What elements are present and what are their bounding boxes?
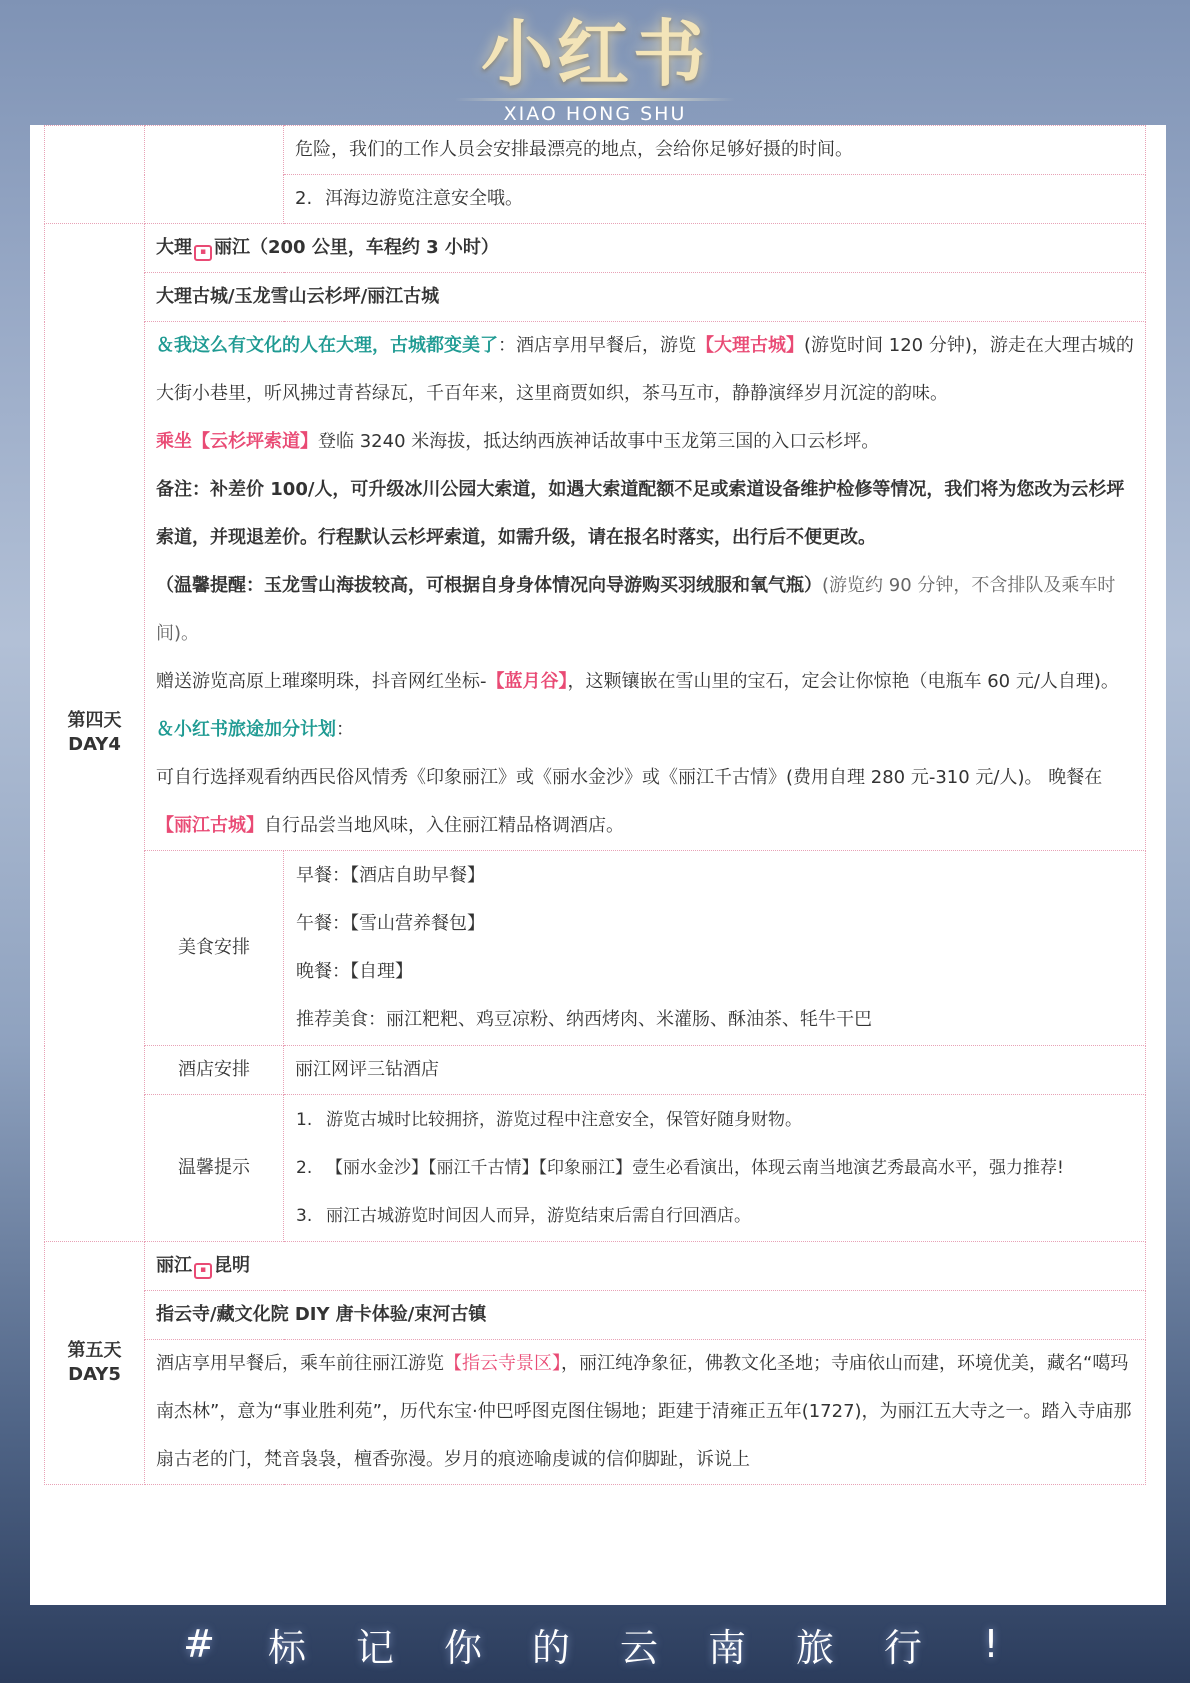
day5-route: 丽江 ▪ 昆明 (145, 1242, 1146, 1291)
day4-paragraph-old-town: ＆我这么有文化的人在大理，古城都变美了：酒店享用早餐后，游览【大理古城】(游览时间 120 分钟)，游走在大理古城的大街小巷里，听风拂过青苔绿瓦，千百年来，这里商贾如织，茶马互市，静静演绎岁月沉淀的韵味。 (156, 335, 1134, 404)
slogan-char: ! (983, 1622, 999, 1666)
day4-paragraph-reminder: （温馨提醒：玉龙雪山海拔较高，可根据自身身体情况向导游购买羽绒服和氧气瓶）(游览约 90 分钟，不含排队及乘车时间)。 (156, 575, 1116, 644)
slogan-char: 你 (443, 1625, 482, 1670)
day3-tip-continued: 危险，我们的工作人员会安排最漂亮的地点，会给你足够好摄的时间。 (284, 126, 1146, 175)
slogan-char: 南 (707, 1625, 746, 1670)
bus-icon: ▪ (194, 245, 212, 261)
day4-paragraph-note: 备注：补差价 100/人，可升级冰川公园大索道，如遇大索道配额不足或索道设备维护检修等情况，我们将为您改为云杉坪索道，并现退差价。行程默认云杉坪索道，如需升级，请在报名时落实，出行后不便更改。 (156, 479, 1125, 548)
day4-label-en: DAY4 (68, 733, 121, 755)
slogan-char: 云 (619, 1625, 658, 1670)
day5-label-cell (45, 1242, 145, 1485)
slogan-char: 标 (267, 1625, 306, 1670)
day3-tip-2: 2. 洱海边游览注意安全哦。 (284, 175, 1146, 224)
day5-description (145, 1340, 1146, 1485)
food-item: 推荐美食：丽江粑粑、鸡豆凉粉、纳西烤肉、米灌肠、酥油茶、牦牛干巴 (296, 1009, 872, 1030)
slogan-char: 旅 (795, 1625, 834, 1670)
header (0, 0, 1190, 125)
day3-day-cell (45, 126, 145, 224)
slogan-char: 记 (355, 1625, 394, 1670)
day4-paragraph-cableway: 乘坐【云杉坪索道】登临 3240 米海拔，抵达纳西族神话故事中玉龙第三国的入口云杉坪。 (156, 431, 880, 452)
day4-paragraph-bonus-title: ＆小红书旅途加分计划： (156, 719, 354, 740)
day4-paragraph-blue-moon-valley: 赠送游览高原上璀璨明珠，抖音网红坐标-【蓝月谷】，这颗镶嵌在雪山里的宝石，定会让你惊艳（电瓶车 60 元/人自理)。 (156, 671, 1119, 692)
day4-route: 大理 ▪ 丽江（200 公里，车程约 3 小时） (145, 224, 1146, 273)
food-item: 晚餐：【自理】 (296, 961, 413, 982)
day4-food-label: 美食安排 (145, 851, 284, 1046)
food-item: 早餐：【酒店自助早餐】 (296, 865, 485, 886)
day5-sights: 指云寺/藏文化院 DIY 唐卡体验/束河古镇 (145, 1291, 1146, 1340)
bus-icon: ▪ (194, 1263, 212, 1279)
footer-slogan (0, 1605, 1190, 1683)
day4-sights: 大理古城/玉龙雪山云杉坪/丽江古城 (145, 273, 1146, 322)
day4-description (145, 322, 1146, 851)
day4-tips-list (284, 1095, 1146, 1242)
day4-food-list (284, 851, 1146, 1046)
tip-item: 2. 【丽水金沙】【丽江千古情】【印象丽江】壹生必看演出，体现云南当地演艺秀最高水平，强力推荐! (296, 1158, 1064, 1178)
day4-label: 第四天 (67, 709, 122, 731)
slogan-char: 行 (883, 1625, 922, 1670)
day5-paragraph-temple: 酒店享用早餐后，乘车前往丽江游览【指云寺景区】，丽江纯净象征，佛教文化圣地；寺庙依山而建，环境优美，藏名“噶玛南杰林”，意为“事业胜利苑”，历代东宝·仲巴呼图克图住锡地；距建于清雍正五年(1727)，为丽江五大寺之一。踏入寺庙那扇古老的门，梵音袅袅，檀香弥漫。岁月的痕迹喻虔诚的信仰脚趾，诉说上 (156, 1353, 1132, 1470)
food-item: 午餐：【雪山营养餐包】 (296, 913, 485, 934)
logo-glow-line (455, 98, 735, 101)
brand-logo: 小红书 (480, 12, 709, 96)
day5-label-en: DAY5 (68, 1364, 121, 1385)
day4-hotel-label: 酒店安排 (145, 1046, 284, 1095)
day5-label: 第五天 (67, 1340, 122, 1361)
slogan-char: 的 (531, 1625, 570, 1670)
day4-hotel-value: 丽江网评三钻酒店 (284, 1046, 1146, 1095)
tip-item: 1. 游览古城时比较拥挤，游览过程中注意安全，保管好随身财物。 (296, 1110, 802, 1130)
day4-tips-label: 温馨提示 (145, 1095, 284, 1242)
itinerary-table (44, 125, 1146, 1485)
brand-logo-subtext: XIAO HONG SHU (503, 103, 687, 125)
slogan-char: # (183, 1622, 215, 1666)
day3-category-cell (145, 126, 284, 224)
day4-paragraph-shows: 可自行选择观看纳西民俗风情秀《印象丽江》或《丽水金沙》或《丽江千古情》(费用自理 280 元-310 元/人)。 晚餐在【丽江古城】自行品尝当地风味，入住丽江精品格调酒店。 (156, 767, 1103, 836)
day4-label-cell (45, 224, 145, 1242)
tip-item: 3. 丽江古城游览时间因人而异，游览结束后需自行回酒店。 (296, 1206, 751, 1226)
